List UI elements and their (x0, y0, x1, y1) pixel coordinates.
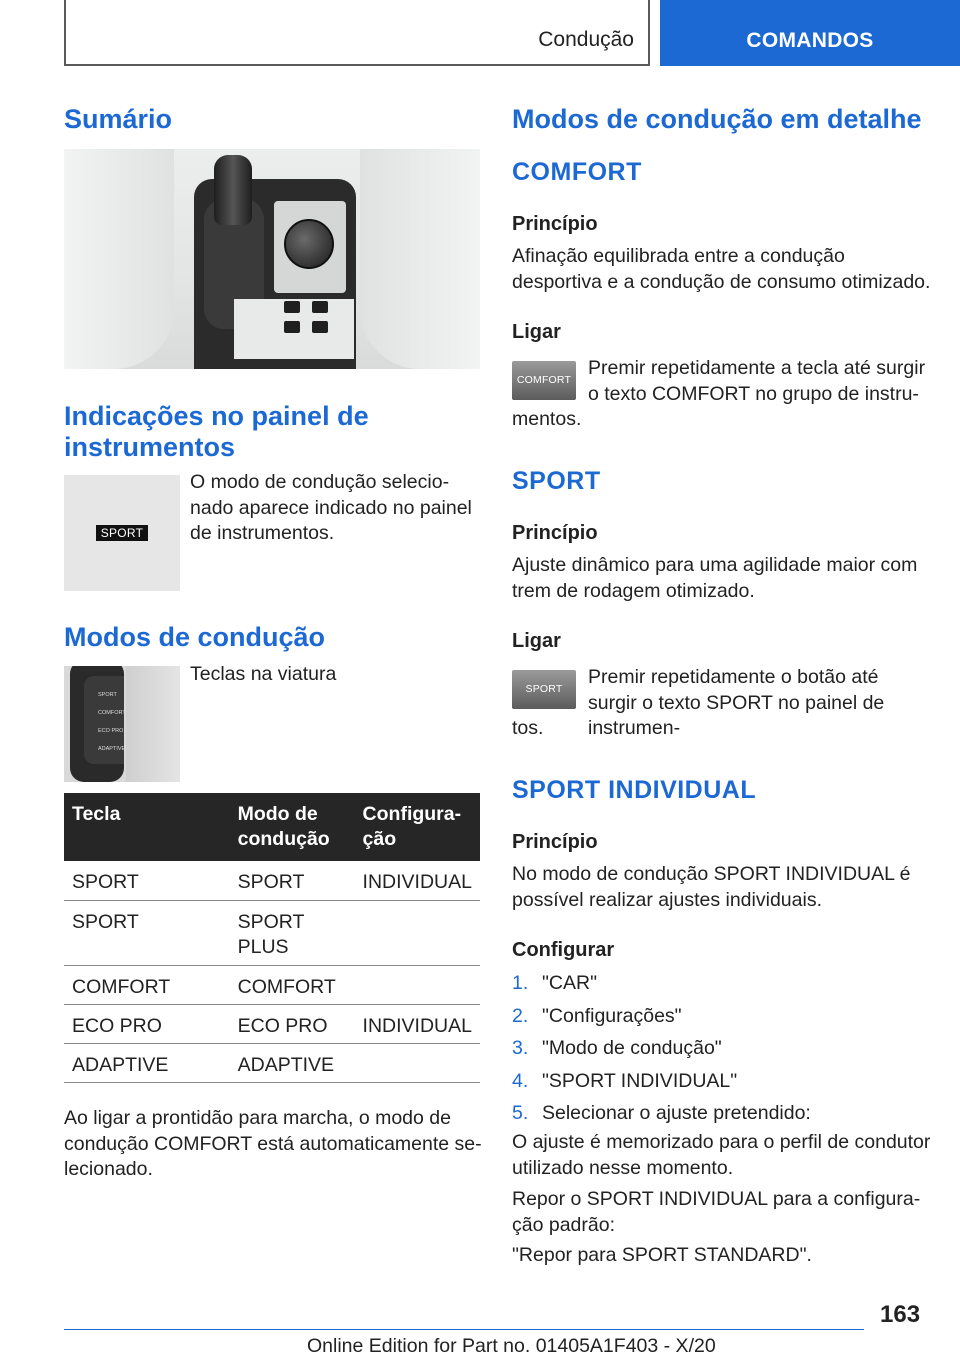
sport-activate-label: Ligar (512, 630, 561, 652)
table-row (64, 1043, 480, 1082)
instrument-cluster-sport-photo (64, 475, 180, 591)
step-number: 4. (512, 1069, 529, 1092)
summary-title: Sumário (64, 104, 173, 134)
sport-badge: SPORT (96, 525, 148, 541)
step-number: 1. (512, 972, 529, 994)
table-header-mode: Modo de condução (230, 793, 355, 861)
header-chapter-tab (660, 0, 960, 66)
footer-divider (64, 1329, 864, 1330)
key-label-eco-pro: ECO PRO (98, 728, 124, 734)
comfort-activate-label: Ligar (512, 321, 561, 343)
table-row (64, 1004, 480, 1043)
table-cell: ECO PRO (230, 1004, 355, 1043)
footer-edition: Online Edition for Part no. 01405A1F403 - X/20 (307, 1335, 716, 1357)
configure-steps-list (512, 967, 932, 1130)
table-row (64, 900, 480, 965)
table-cell: SPORT (64, 861, 230, 900)
step-text: "CAR" (542, 972, 598, 994)
header-chapter-label: COMANDOS (746, 29, 874, 52)
comfort-key-image (512, 361, 576, 400)
table-cell: SPORT (64, 900, 230, 965)
step-text: "SPORT INDIVIDUAL" (542, 1069, 738, 1092)
list-item (512, 967, 932, 1000)
table-header-key: Tecla (64, 793, 230, 861)
table-row (64, 861, 480, 900)
header-section-label: Condução (538, 28, 634, 51)
comfort-activate-text-end: mentos. (512, 408, 582, 430)
table-cell: COMFORT (230, 965, 355, 1004)
comfort-key-label: COMFORT (516, 374, 572, 386)
step-number: 5. (512, 1102, 529, 1124)
comfort-principle-label: Princípio (512, 213, 598, 235)
individual-reset-option: "Repor para SPORT STANDARD". (512, 1244, 812, 1266)
sport-key-label: SPORT (525, 683, 563, 695)
key-label-sport: SPORT (98, 692, 117, 698)
sport-key-image (512, 670, 576, 709)
sport-principle-label: Princípio (512, 522, 598, 544)
table-cell: SPORT PLUS (230, 900, 355, 965)
table-cell: ADAPTIVE (230, 1043, 355, 1082)
modes-title: Modos de condução (64, 622, 326, 652)
step-number: 2. (512, 1004, 529, 1027)
individual-configure-label: Configurar (512, 939, 615, 961)
modes-caption: Teclas na viatura (190, 663, 337, 685)
individual-principle-label: Princípio (512, 831, 598, 853)
individual-memo-text: O ajuste é memorizado para o perfil de condutor utilizado nesse momento. (512, 1131, 931, 1179)
sport-activate-text: Premir repetidamente o botão até surgir o texto SPORT no painel de instrumen- (588, 666, 885, 739)
indicators-title: Indicações no painel de instrumentos (64, 401, 369, 462)
table-cell: INDIVIDUAL (355, 861, 480, 900)
step-text: "Configurações" (542, 1004, 682, 1027)
table-cell (355, 900, 480, 965)
table-cell: ECO PRO (64, 1004, 230, 1043)
sport-activate-text-end: tos. (512, 717, 544, 739)
drive-mode-keys-photo (64, 666, 180, 782)
table-row (64, 965, 480, 1004)
individual-principle-text: No modo de condução SPORT INDIVIDUAL é possível realizar ajustes individuais. (512, 863, 911, 911)
key-label-comfort: COMFORT (98, 710, 126, 716)
step-text: "Modo de condução" (542, 1037, 722, 1059)
list-item (512, 1097, 932, 1130)
detail-title: Modos de condução em detalhe (512, 104, 922, 134)
table-cell: ADAPTIVE (64, 1043, 230, 1082)
sport-heading: SPORT (512, 467, 601, 495)
individual-heading: SPORT INDIVIDUAL (512, 776, 757, 804)
table-cell: COMFORT (64, 965, 230, 1004)
key-label-adaptive: ADAPTIVE (98, 746, 126, 752)
table-header-row (64, 793, 480, 861)
step-text: Selecionar o ajuste pretendido: (542, 1102, 811, 1124)
table-cell: INDIVIDUAL (355, 1004, 480, 1043)
table-cell (355, 1043, 480, 1082)
table-header-config: Configura-ção (355, 793, 480, 861)
step-number: 3. (512, 1037, 529, 1059)
comfort-activate-text: Premir repetidamente a tecla até surgir o texto COMFORT no grupo de instru- (588, 357, 926, 405)
sport-principle-text: Ajuste dinâmico para uma agilidade maior com trem de rodagem otimizado. (512, 554, 918, 602)
list-item (512, 1000, 932, 1033)
drive-modes-table (64, 793, 480, 1083)
comfort-heading: COMFORT (512, 158, 642, 186)
indicators-text: O modo de condução selecio-nado aparece indicado no painel de instrumentos. (190, 471, 472, 544)
list-item (512, 1065, 932, 1098)
table-cell (355, 965, 480, 1004)
center-console-photo (64, 149, 480, 369)
individual-reset-text: Repor o SPORT INDIVIDUAL para a configura-ção padrão: (512, 1188, 921, 1236)
comfort-principle-text: Afinação equilibrada entre a condução desportiva e a condução de consumo otimizado. (512, 245, 931, 293)
table-cell: SPORT (230, 861, 355, 900)
default-mode-note: Ao ligar a prontidão para marcha, o modo de condução COMFORT está automaticamente se-lecionado. (64, 1107, 482, 1180)
header-section-tab (64, 0, 650, 66)
list-item (512, 1032, 932, 1065)
page-number: 163 (880, 1301, 921, 1328)
